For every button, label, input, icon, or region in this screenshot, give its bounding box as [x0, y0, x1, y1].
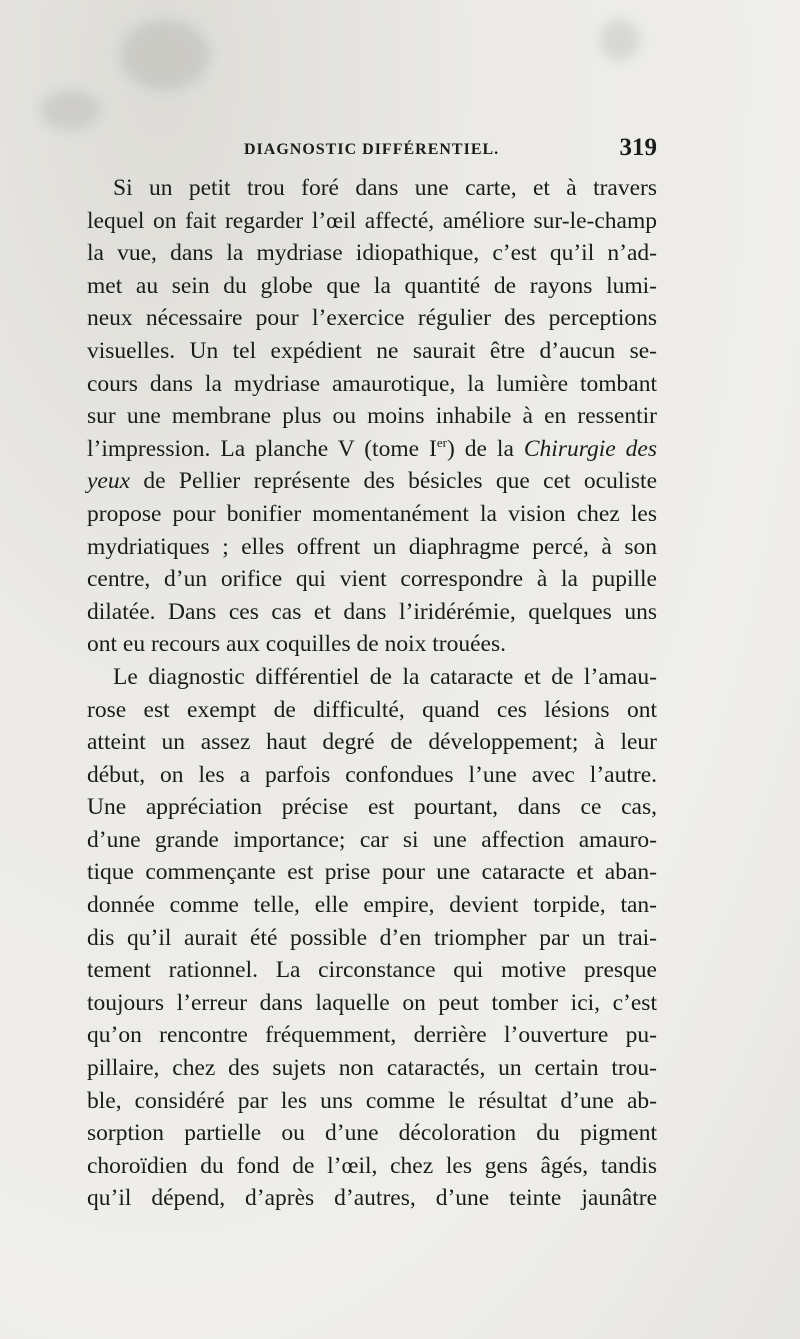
text-line: choroïdien du fond de l’œil, chez les gens âgés, tandis: [87, 1152, 657, 1179]
superscript: er: [436, 434, 447, 450]
italic-title: yeux: [87, 468, 131, 495]
text-line: qu’on rencontre fréquemment, derrière l’ouverture pu-: [87, 1022, 657, 1049]
text-line: Une appréciation précise est pourtant, dans ce cas,: [87, 794, 657, 821]
body-text: [87, 172, 657, 1215]
text-line: mydriatiques ; elles offrent un diaphragme percé, à son: [87, 533, 657, 560]
text-line: dis qu’il aurait été possible d’en triompher par un trai-: [87, 924, 657, 951]
text-line: tique commençante est prise pour une cataracte et aban-: [87, 859, 657, 886]
text-line: rose est exempt de difficulté, quand ces lésions ont: [87, 696, 657, 723]
text-line: [87, 465, 657, 498]
text-run: de Pellier représente des bésicles que cet oculiste: [130, 468, 657, 495]
text-line: ble, considéré par les uns comme le résultat d’une ab-: [87, 1087, 657, 1114]
text-line: qu’il dépend, d’après d’autres, d’une teinte jaunâtre: [87, 1185, 657, 1212]
text-line: sur une membrane plus ou moins inhabile à en ressentir: [87, 403, 657, 430]
text-line: [87, 433, 657, 466]
text-line: cours dans la mydriase amaurotique, la lumière tombant: [87, 370, 657, 397]
text-line: neux nécessaire pour l’exercice régulier des perceptions: [87, 305, 657, 332]
text-line: ont eu recours aux coquilles de noix trouées.: [87, 631, 506, 658]
text-line: atteint un assez haut degré de développement; à leur: [87, 729, 657, 756]
text-line: la vue, dans la mydriase idiopathique, c’est qu’il n’ad-: [87, 240, 657, 267]
text-line: donnée comme telle, elle empire, devient torpide, tan-: [87, 892, 657, 919]
page-stain: [600, 20, 640, 60]
text-line: pillaire, chez des sujets non cataractés, un certain trou-: [87, 1055, 657, 1082]
running-head: [87, 134, 657, 168]
text-line: Si un petit trou foré dans une carte, et à travers: [113, 175, 657, 201]
text-line: tement rationnel. La circonstance qui motive presque: [87, 957, 657, 984]
text-line: sorption partielle ou d’une décoloration du pigment: [87, 1120, 657, 1147]
text-line: propose pour bonifier momentanément la vision chez les: [87, 500, 657, 527]
page-stain: [120, 20, 210, 90]
text-line: lequel on fait regarder l’œil affecté, améliore sur-le-champ: [87, 207, 657, 234]
italic-title: Chirurgie des: [523, 435, 657, 462]
text-line: toujours l’erreur dans laquelle on peut tomber ici, c’est: [87, 989, 657, 1016]
running-title: DIAGNOSTIC DIFFÉRENTIEL.: [244, 141, 500, 158]
text-line: d’une grande importance; car si une affection amauro-: [87, 826, 657, 853]
text-line: centre, d’un orifice qui vient correspondre à la pupille: [87, 566, 657, 593]
page-stain: [40, 90, 100, 130]
text-line: visuelles. Un tel expédient ne saurait être d’aucun se-: [87, 337, 657, 364]
text-line: Le diagnostic différentiel de la cataracte et de l’amau-: [113, 663, 657, 690]
text-run: ) de la: [446, 435, 524, 462]
text-line: met au sein du globe que la quantité de rayons lumi-: [87, 272, 657, 299]
text-run: l’impression. La planche V (tome I: [87, 435, 437, 462]
page-number: 319: [619, 134, 657, 161]
text-line: dilatée. Dans ces cas et dans l’iridérémie, quelques uns: [87, 598, 657, 625]
text-line: début, on les a parfois confondues l’une avec l’autre.: [87, 761, 657, 788]
